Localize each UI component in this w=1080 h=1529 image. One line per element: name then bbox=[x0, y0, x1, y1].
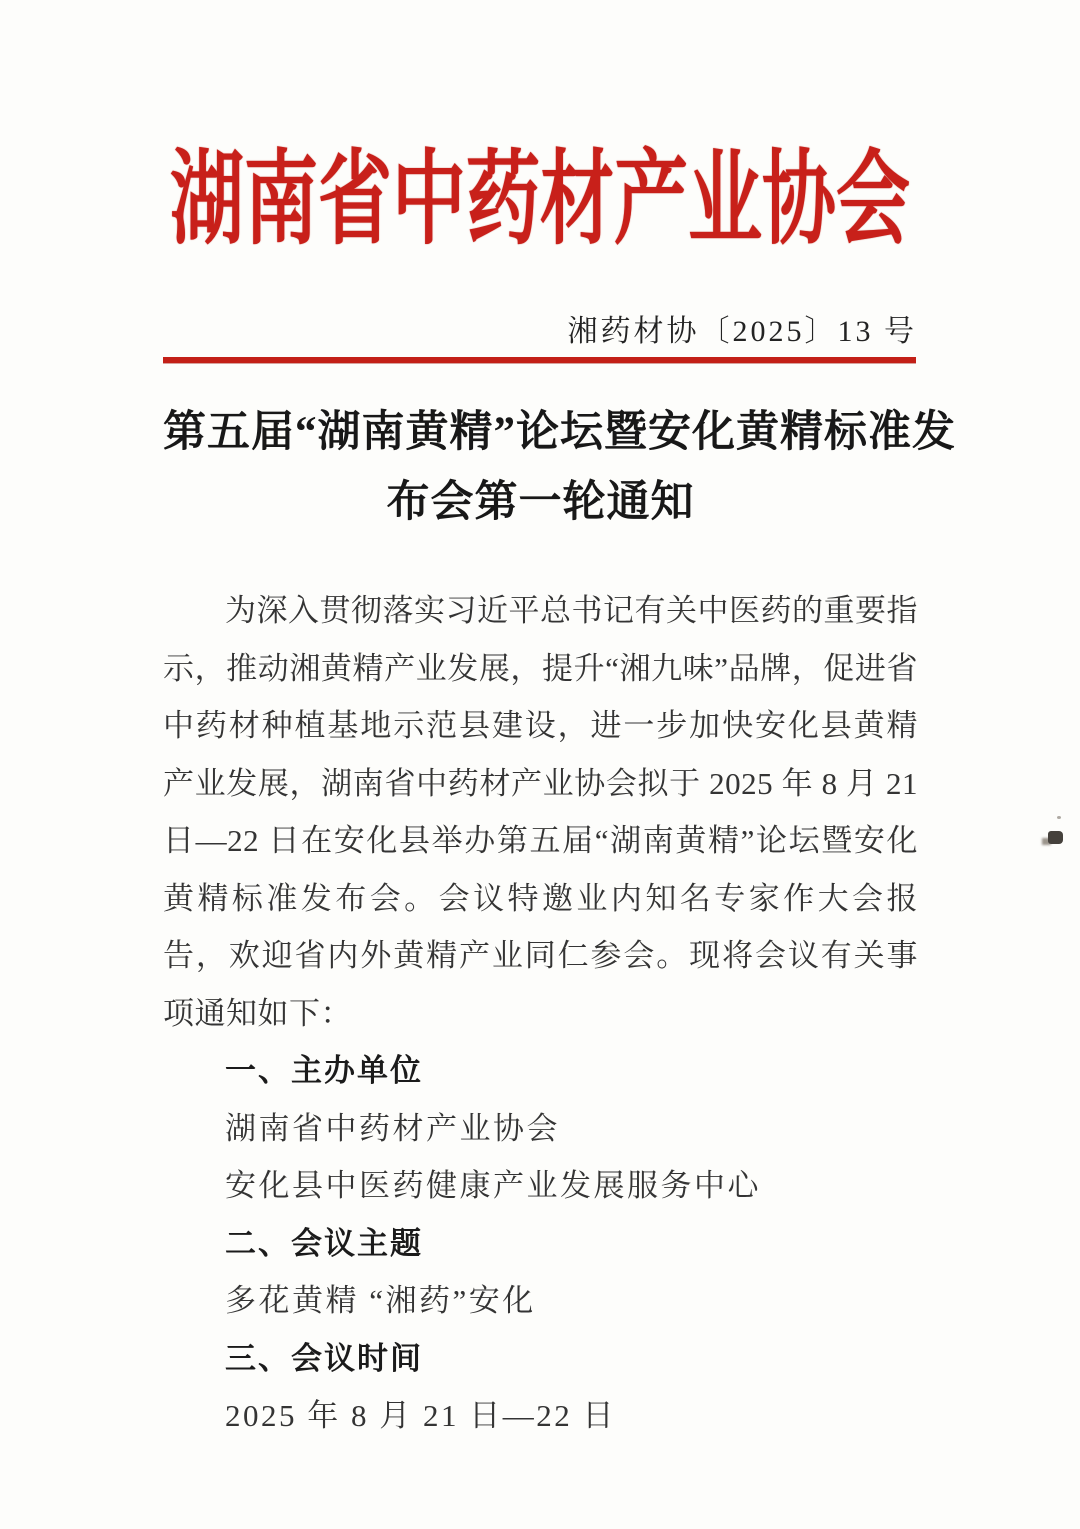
scan-artifact-dot bbox=[1057, 816, 1061, 819]
scan-artifact-smudge bbox=[1048, 831, 1063, 844]
document-number: 湘药材协〔2025〕13 号 bbox=[567, 315, 917, 348]
section-item: 安化县中医药健康产业发展服务中心 bbox=[225, 1168, 761, 1203]
letterhead-org-title bbox=[0, 144, 1080, 258]
document-title-line-1: 第五届“湖南黄精”论坛暨安化黄精标准发 bbox=[163, 409, 956, 456]
section-item: 多花黄精 “湘药”安化 bbox=[225, 1283, 536, 1318]
section-item: 湖南省中药材产业协会 bbox=[225, 1110, 560, 1146]
section-item: 2025 年 8 月 21 日—22 日 bbox=[225, 1398, 616, 1433]
section-heading: 一、主办单位 bbox=[225, 1053, 423, 1088]
document-title bbox=[163, 398, 956, 538]
section-heading: 三、会议时间 bbox=[225, 1340, 423, 1376]
sections-list bbox=[163, 1042, 918, 1445]
section-heading: 二、会议主题 bbox=[225, 1225, 423, 1261]
document-body bbox=[163, 398, 956, 1445]
intro-paragraph: 为深入贯彻落实习近平总书记有关中医药的重要指示，推动湘黄精产业发展，提升“湘九味”品牌，促进省中药材种植基地示范县建设，进一步加快安化县黄精产业发展，湖南省中药材产业协会拟于 2025 年 8 月 21 日—22 日在安化县举办第五届“湖南黄精”论坛暨安化黄精标准发布会。会议特邀业内知名专家作大会报告，欢迎省内外黄精产业同仁参会。现将会议有关事项通知如下： bbox=[163, 593, 918, 1031]
letterhead-org-title-text: 湖南省中药材产业协会 bbox=[170, 144, 910, 258]
letterhead-divider-rule bbox=[163, 357, 916, 363]
document-title-line-2: 布会第一轮通知 bbox=[386, 479, 695, 526]
